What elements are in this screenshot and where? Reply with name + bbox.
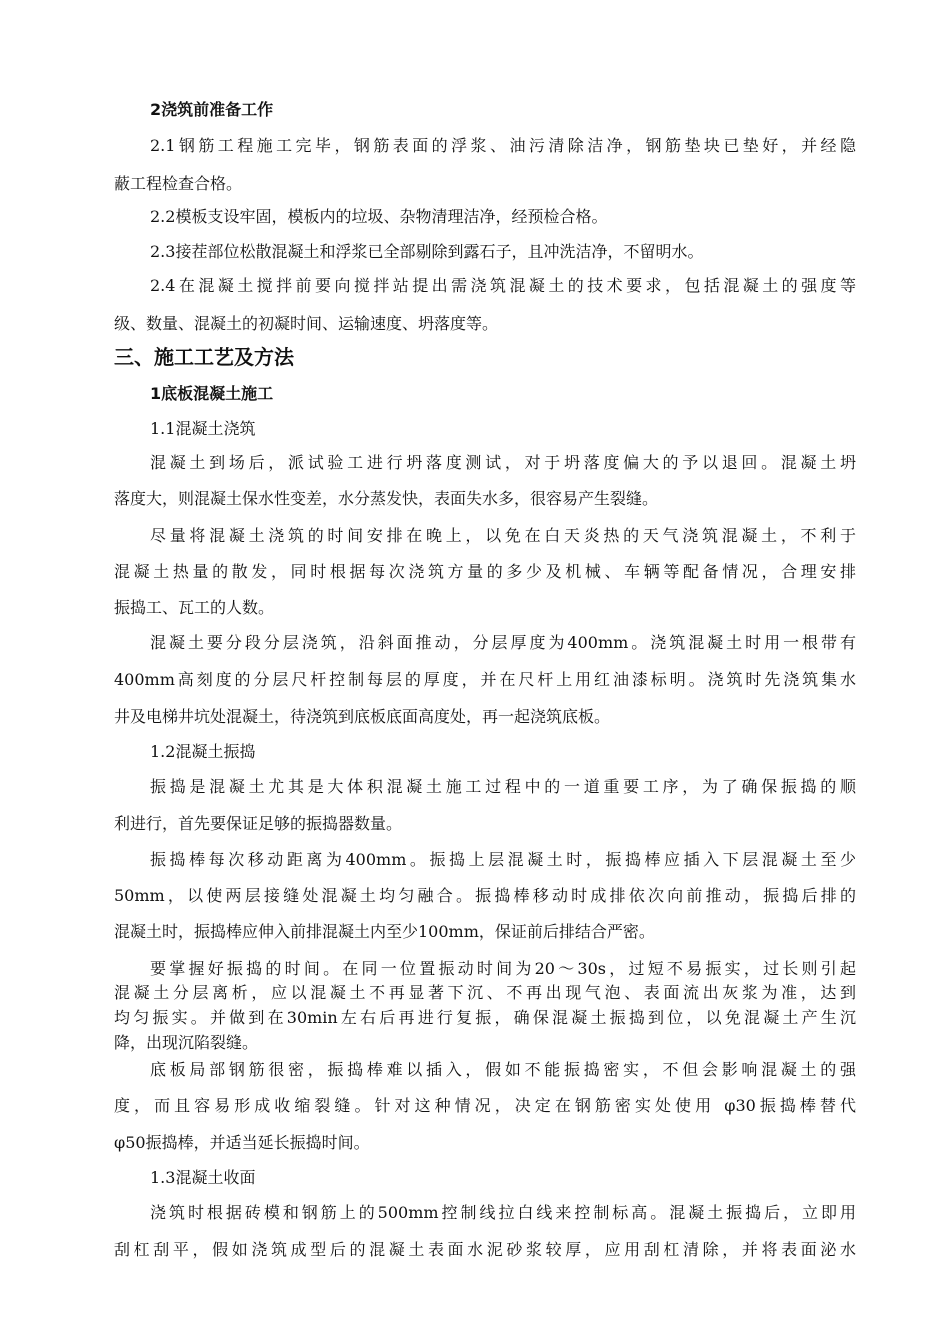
paragraph-line: φ50振捣棒，并适当延长振捣时间。 — [114, 1133, 370, 1152]
paragraph-line: 井及电梯井坑处混凝土，待浇筑到底板底面高度处，再一起浇筑底板。 — [114, 707, 611, 726]
paragraph-line: 级、数量、混凝土的初凝时间、运输速度、坍落度等。 — [114, 314, 499, 333]
paragraph-line: 混凝土分层离析，应以混凝土不再显著下沉、不再出现气泡、表面流出灰浆为准，达到 — [114, 983, 856, 1002]
paragraph-line: 降，出现沉陷裂缝。 — [114, 1033, 259, 1052]
paragraph-line: 落度大，则混凝土保水性变差，水分蒸发快，表面失水多，很容易产生裂缝。 — [114, 489, 659, 508]
section-1-title: 1底板混凝土施工 — [150, 384, 274, 403]
paragraph-line: 2.2模板支设牢固，模板内的垃圾、杂物清理洁净，经预检合格。 — [150, 207, 608, 226]
paragraph-line: 振捣工、瓦工的人数。 — [114, 598, 275, 617]
section-2-title: 2浇筑前准备工作 — [150, 100, 274, 119]
paragraph-line: 均匀振实。并做到在30min左右后再进行复振，确保混凝土振捣到位，以免混凝土产生沉 — [114, 1008, 856, 1027]
paragraph-line: 2.1钢筋工程施工完毕，钢筋表面的浮浆、油污清除洁净，钢筋垫块已垫好，并经隐 — [150, 136, 856, 155]
paragraph-line: 2.3接茬部位松散混凝土和浮浆已全部剔除到露石子，且冲洗洁净，不留明水。 — [150, 242, 704, 261]
paragraph-line: 混凝土热量的散发，同时根据每次浇筑方量的多少及机械、车辆等配备情况，合理安排 — [114, 562, 856, 581]
paragraph-line: 度，而且容易形成收缩裂缝。针对这种情况，决定在钢筋密实处使用 φ30振捣棒替代 — [114, 1096, 856, 1115]
paragraph-line: 尽量将混凝土浇筑的时间安排在晚上，以免在白天炎热的天气浇筑混凝土，不利于 — [150, 526, 856, 545]
paragraph-line: 蔽工程检查合格。 — [114, 174, 243, 193]
paragraph-line: 2.4在混凝土搅拌前要向搅拌站提出需浇筑混凝土的技术要求，包括混凝土的强度等 — [150, 276, 856, 295]
paragraph-line: 混凝土时，振捣棒应伸入前排混凝土内至少100mm，保证前后排结合严密。 — [114, 922, 655, 941]
subsection-1-2-title: 1.2混凝土振捣 — [150, 742, 256, 761]
paragraph-line: 400mm高刻度的分层尺杆控制每层的厚度，并在尺杆上用红油漆标明。浇筑时先浇筑集水 — [114, 670, 856, 689]
paragraph-line: 浇筑时根据砖模和钢筋上的500mm控制线拉白线来控制标高。混凝土振捣后，立即用 — [150, 1203, 856, 1222]
paragraph-line: 要掌握好振捣的时间。在同一位置振动时间为20～30s，过短不易振实，过长则引起 — [150, 959, 856, 978]
subsection-1-1-title: 1.1混凝土浇筑 — [150, 419, 256, 438]
paragraph-line: 50mm，以使两层接缝处混凝土均匀融合。振捣棒移动时成排依次向前推动，振捣后排的 — [114, 886, 856, 905]
paragraph-line: 混凝土到场后，派试验工进行坍落度测试，对于坍落度偏大的予以退回。混凝土坍 — [150, 453, 856, 472]
chapter-3-heading: 三、施工工艺及方法 — [114, 345, 294, 369]
paragraph-line: 利进行，首先要保证足够的振捣器数量。 — [114, 814, 403, 833]
subsection-1-3-title: 1.3混凝土收面 — [150, 1168, 256, 1187]
paragraph-line: 底板局部钢筋很密，振捣棒难以插入，假如不能振捣密实，不但会影响混凝土的强 — [150, 1060, 856, 1079]
paragraph-line: 振捣棒每次移动距离为400mm。振捣上层混凝土时，振捣棒应插入下层混凝土至少 — [150, 850, 856, 869]
paragraph-line: 刮杠刮平，假如浇筑成型后的混凝土表面水泥砂浆较厚，应用刮杠清除，并将表面泌水 — [114, 1240, 856, 1259]
paragraph-line: 振捣是混凝土尤其是大体积混凝土施工过程中的一道重要工序，为了确保振捣的顺 — [150, 777, 856, 796]
paragraph-line: 混凝土要分段分层浇筑，沿斜面推动，分层厚度为400mm。浇筑混凝土时用一根带有 — [150, 633, 856, 652]
